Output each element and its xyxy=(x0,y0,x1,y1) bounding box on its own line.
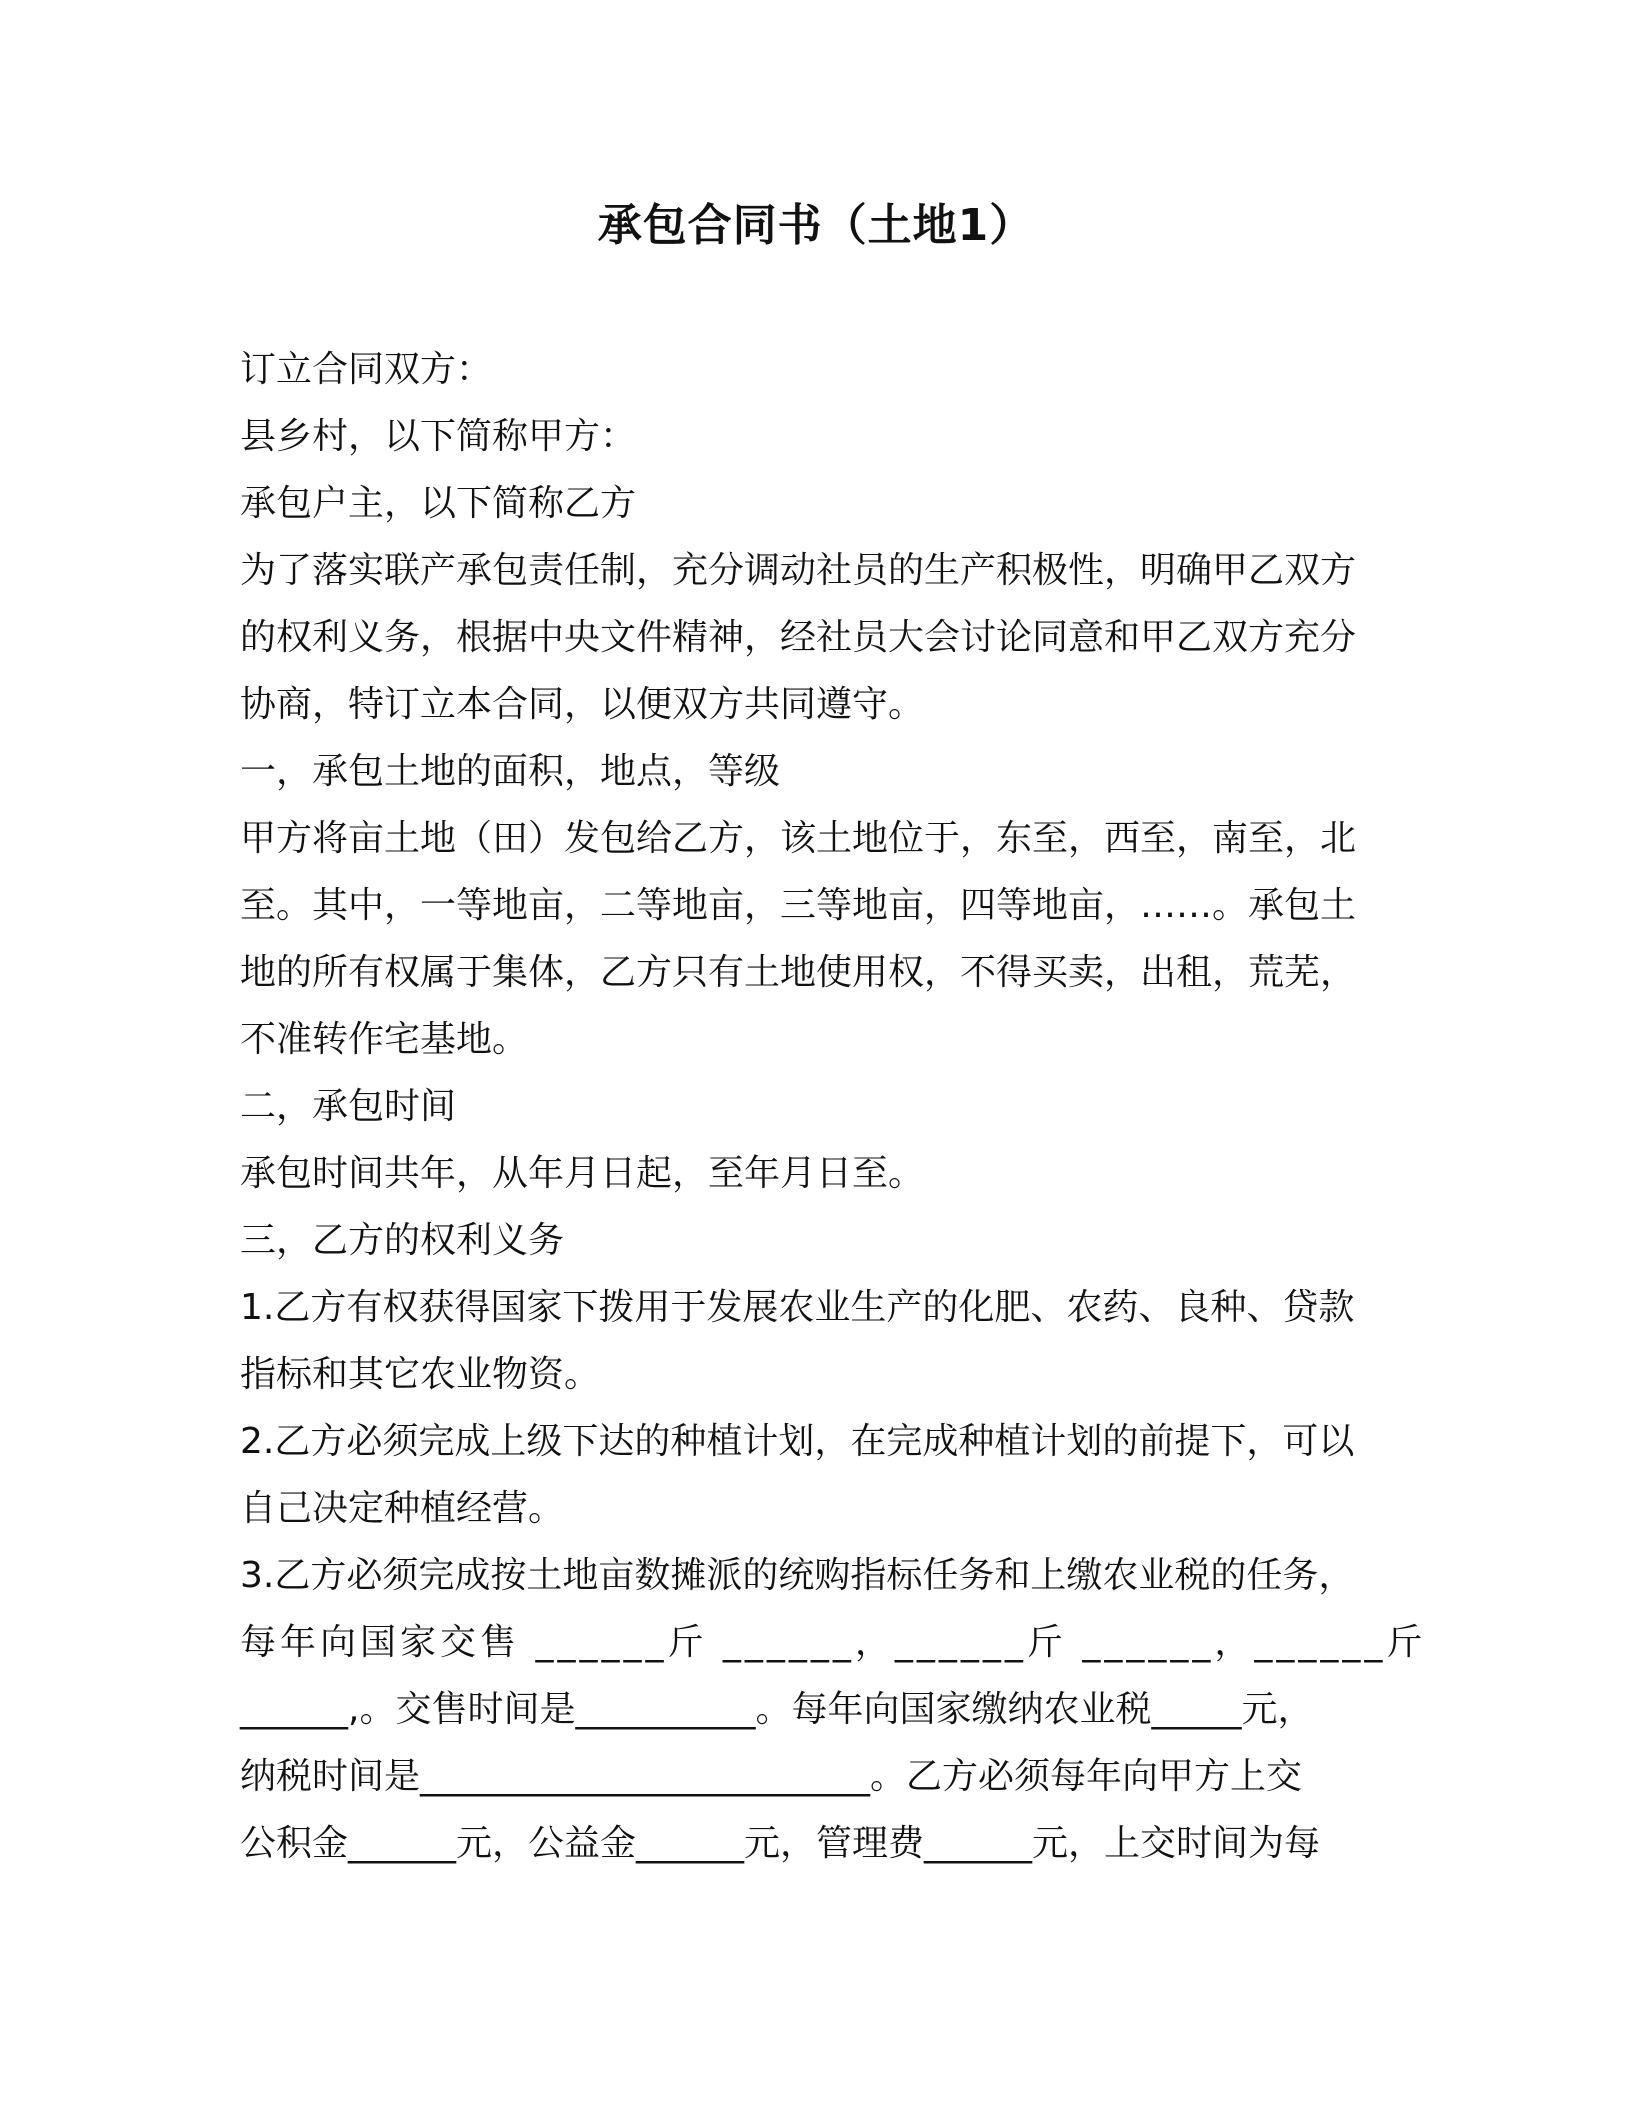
text-line: 为了落实联产承包责任制，充分调动社员的生产积极性，明确甲乙双方 xyxy=(240,550,1357,591)
text-line: 指标和其它农业物资。 xyxy=(240,1354,601,1395)
text-line: 公积金______元，公益金______元，管理费______元，上交时间为每 xyxy=(240,1823,1321,1864)
text-line: 自己决定种植经营。 xyxy=(240,1488,565,1529)
text-line: 3.乙方必须完成按土地亩数摊派的统购指标任务和上缴农业税的任务， xyxy=(240,1555,1355,1596)
text-line xyxy=(240,403,1380,470)
section-heading: 三，乙方的权利义务 xyxy=(240,1220,565,1261)
text-line: 甲方将亩土地（田）发包给乙方，该土地位于，东至，西至，南至，北 xyxy=(240,818,1357,859)
document-title: 承包合同书（土地1） xyxy=(597,200,1035,251)
line-text: 县乡村，以下简称甲方： xyxy=(240,416,637,457)
text-line: 的权利义务，根据中央文件精神，经社员大会讨论同意和甲乙双方充分 xyxy=(240,617,1357,658)
text-line: 承包时间共年，从年月日起，至年月日至。 xyxy=(240,1153,925,1194)
line-text: 承包户主，以下简称乙方 xyxy=(240,483,637,524)
section-heading: 二，承包时间 xyxy=(240,1086,457,1127)
line-text: 订立合同双方： xyxy=(240,349,493,390)
text-line xyxy=(240,470,1380,537)
text-line: 不准转作宅基地。 xyxy=(240,1019,529,1060)
text-line: 每年向国家交售 ______斤 ______，______斤 ______，______斤 xyxy=(240,1622,1427,1663)
text-line: 2.乙方必须完成上级下达的种植计划，在完成种植计划的前提下，可以 xyxy=(240,1421,1355,1462)
text-line: 1.乙方有权获得国家下拨用于发展农业生产的化肥、农药、良种、贷款 xyxy=(240,1287,1355,1328)
section-heading: 一，承包土地的面积，地点，等级 xyxy=(240,751,781,792)
text-line: 纳税时间是_________________________。乙方必须每年向甲方上交 xyxy=(240,1756,1303,1797)
document-body xyxy=(240,336,1427,1877)
text-line: ______,。交售时间是__________。每年向国家缴纳农业税_____元， xyxy=(240,1689,1314,1730)
text-line: 地的所有权属于集体，乙方只有土地使用权，不得买卖，出租，荒芜， xyxy=(240,952,1357,993)
text-line: 协商，特订立本合同，以便双方共同遵守。 xyxy=(240,684,925,725)
text-line xyxy=(240,336,1380,403)
text-line: 至。其中，一等地亩，二等地亩，三等地亩，四等地亩，……。承包土 xyxy=(240,885,1357,926)
